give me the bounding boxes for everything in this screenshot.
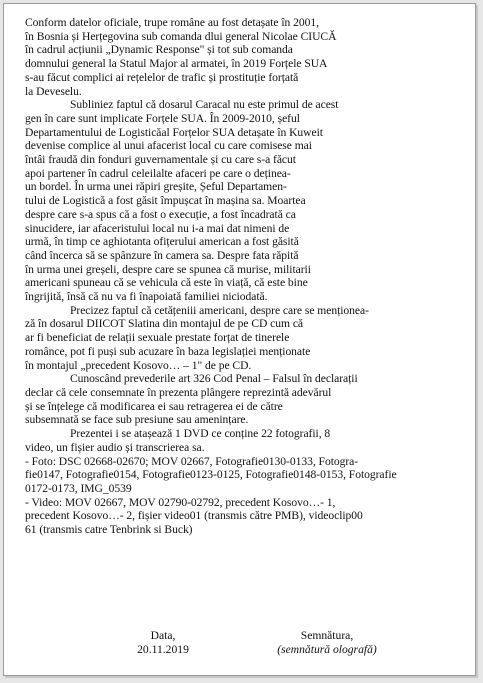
text-line: tului de Logistică a fost găsit împușcat în mașina sa. Moartea: [25, 194, 306, 208]
text-line: urmă, în timp ce aghiotanta ofițerului american a fost găsită: [25, 235, 299, 249]
text-line: ar fi beneficiat de relații sexuale prestate forțat de tinerele: [25, 331, 290, 345]
text-line: 61 (transmis catre Tenbrink si Buck): [25, 523, 193, 537]
document-page: [3, 3, 476, 676]
text-line: declar că cele consemnate în prezenta plângere reprezintă adevărul: [25, 385, 332, 399]
text-line: în montajul „precedent Kosovo… – 1" de pe CD.: [25, 358, 252, 372]
text-line: gen în care sunt implicate Forțele SUA. În 2009-2010, șeful: [25, 111, 300, 125]
text-line: Conform datelor oficiale, trupe române au fost detașate în 2001,: [25, 16, 319, 29]
text-line: despre care s-a spus că a fost o execuție, a fost încadrată ca: [25, 207, 296, 221]
text-line: Precizez faptul că cetățeniii americani, despre care se menționea-: [70, 303, 369, 317]
text-line: devenise complice al unui afacerist local cu care comisese mai: [25, 139, 312, 153]
text-line: la Deveselu.: [25, 84, 82, 98]
text-line: domnului general la Statul Major al armatei, în 2019 Forțele SUA: [25, 57, 328, 71]
text-line: fie0147, Fotografie0154, Fotografie0123-0125, Fotografie0148-0153, Fotografie: [25, 468, 397, 482]
text-line: subsemnată se face sub presiune sau amenințare.: [25, 413, 249, 427]
text-line: - Video: MOV 02667, MOV 02790-02792, precedent Kosovo…- 1,: [25, 495, 336, 509]
text-line: video, un fișier audio și transcrierea sa.: [25, 440, 205, 454]
text-line: americani spuneau că se vehicula că este în viață, că este bine: [25, 276, 308, 290]
text-line: întâi fraudă din fonduri guvernamentale și cu care s-a făcut: [25, 153, 296, 167]
text-line: și se înțelege că modificarea ei sau retragerea ei de către: [25, 399, 283, 413]
text-line: un bordel. În urma unei răpiri greșite, Șeful Departamen-: [25, 180, 287, 194]
text-line: în cadrul acțiunii „Dynamic Response" și tot sub comanda: [25, 43, 293, 57]
text-line: apoi partener în cadrul celeilalte afaceri pe care o deținea-: [25, 166, 291, 180]
text-line: - Foto: DSC 02668-02670; MOV 02667, Fotografie0130-0133, Fotogra-: [25, 454, 359, 468]
text-line: când încerca să se spânzure în camera sa. Despre fata răpită: [25, 248, 299, 262]
text-line: precedent Kosovo…- 2, fișier video01 (transmis către PMB), videoclip00: [25, 509, 363, 523]
text-line: 0172-0173, IMG_0539: [25, 481, 132, 495]
signature-label: Semnătura,: [300, 629, 354, 642]
text-line: sinucidere, iar afaceristului local nu i-a mai dat nimeni de: [25, 221, 290, 235]
text-line: Cunoscând prevederile art 326 Cod Penal – Falsul în declarații: [70, 372, 358, 386]
signature-note: (semnătură olografă): [277, 643, 377, 656]
text-line: Prezentei i se atașează 1 DVD ce conține 22 fotografii, 8: [70, 427, 331, 441]
text-line: s-au făcut complici ai rețelelor de trafic și prostituție forțată: [25, 70, 299, 84]
text-line: în urma unei greșeli, despre care se spunea că murise, militarii: [25, 262, 311, 276]
document-body: [25, 16, 463, 537]
text-line: Departamentului de Logisticăal Forțelor SUA detașate în Kuweit: [25, 125, 323, 139]
signature-block: [262, 629, 392, 657]
text-line: Subliniez faptul că dosarul Caracal nu este primul de acest: [70, 98, 339, 112]
text-line: îngrijită, însă că nu va fi înapoiată familiei niciodată.: [25, 290, 268, 304]
text-line: românce, pot fi puși sub acuzare în baza legislației menționate: [25, 344, 311, 358]
text-line: în Bosnia și Herțegovina sub comanda dlui general Nicolae CIUCĂ: [25, 29, 337, 43]
date-block: [108, 629, 218, 657]
text-line: ză în dosarul DIICOT Slatina din montajul de pe CD cum că: [25, 317, 304, 331]
date-value: 20.11.2019: [137, 643, 189, 656]
date-label: Data,: [150, 629, 176, 642]
